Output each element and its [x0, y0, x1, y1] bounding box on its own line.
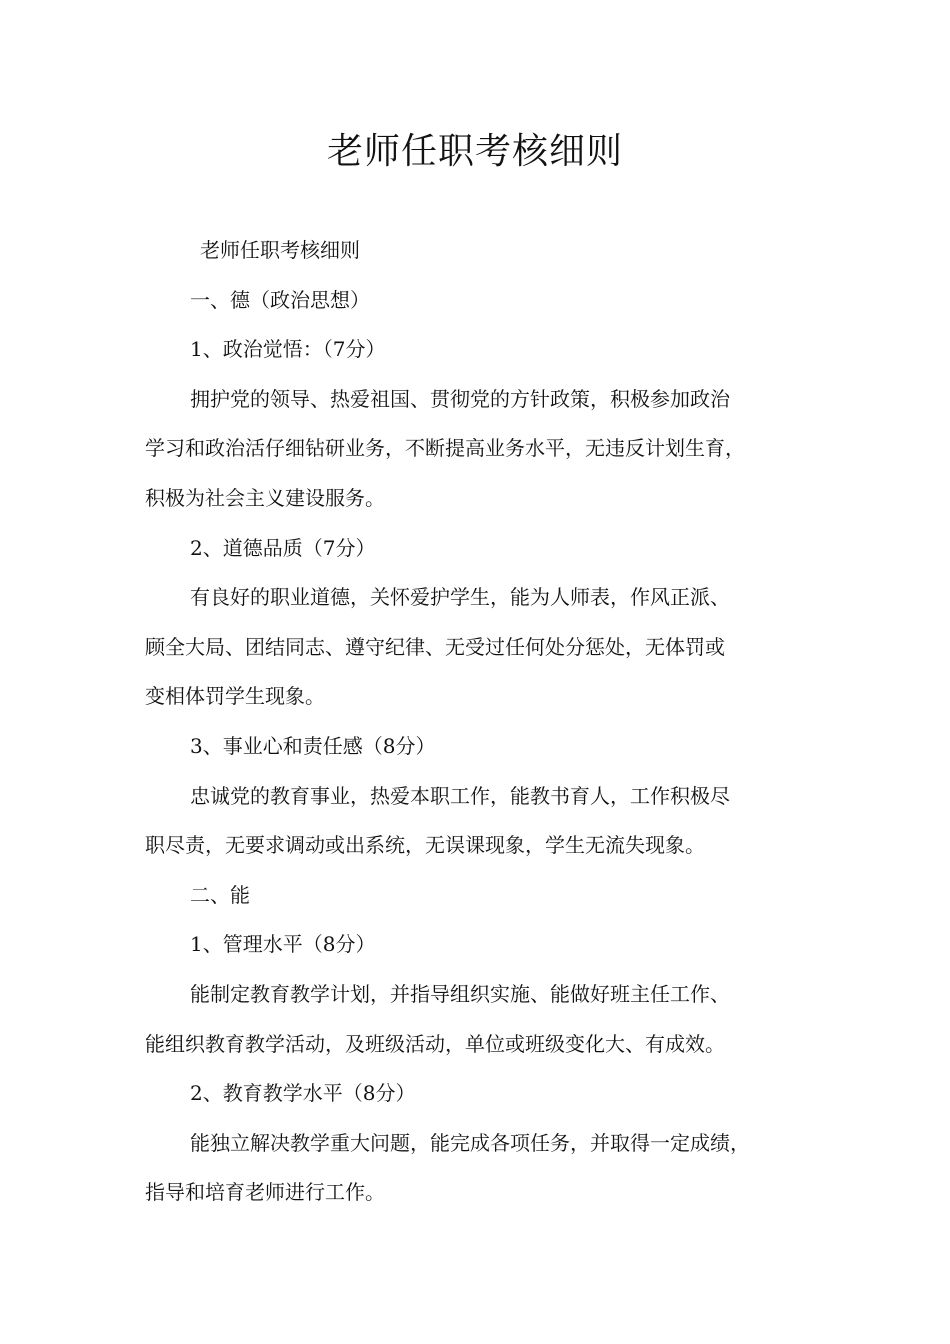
paragraph-line: 忠诚党的教育事业，热爱本职工作，能教书育人，工作积极尽 [190, 783, 730, 808]
item-heading-political-awareness: 1、政治觉悟：（7分） [190, 337, 386, 362]
paragraph-line: 变相体罚学生现象。 [145, 684, 325, 709]
paragraph-line: 能制定教育教学计划，并指导组织实施、能做好班主任工作、 [190, 981, 730, 1006]
item-heading-moral-quality: 2、道德品质（7分） [190, 535, 376, 560]
paragraph-line: 拥护党的领导、热爱祖国、贯彻党的方针政策，积极参加政治 [190, 386, 730, 411]
paragraph-line: 能组织教育教学活动，及班级活动，单位或班级变化大、有成效。 [145, 1031, 725, 1056]
section-heading-ability: 二、能 [190, 882, 250, 907]
paragraph-line: 顾全大局、团结同志、遵守纪律、无受过任何处分惩处，无体罚或 [145, 634, 725, 659]
document-subtitle: 老师任职考核细则 [200, 238, 360, 262]
item-heading-teaching: 2、教育教学水平（8分） [190, 1081, 416, 1106]
paragraph-line: 职尽责，无要求调动或出系统，无误课现象，学生无流失现象。 [145, 833, 705, 858]
paragraph-line: 指导和培育老师进行工作。 [145, 1180, 385, 1205]
paragraph-line: 能独立解决教学重大问题，能完成各项任务，并取得一定成绩， [190, 1130, 750, 1155]
document-body [145, 226, 825, 1218]
paragraph-line: 积极为社会主义建设服务。 [145, 485, 385, 510]
section-heading-virtue: 一、德（政治思想） [190, 287, 370, 312]
paragraph-line: 学习和政治活仔细钻研业务，不断提高业务水平，无违反计划生育， [145, 436, 745, 461]
item-heading-dedication: 3、事业心和责任感（8分） [190, 733, 436, 758]
document-title: 老师任职考核细则 [326, 131, 623, 172]
item-heading-management: 1、管理水平（8分） [190, 932, 376, 957]
paragraph-line: 有良好的职业道德，关怀爱护学生，能为人师表，作风正派、 [190, 585, 730, 610]
